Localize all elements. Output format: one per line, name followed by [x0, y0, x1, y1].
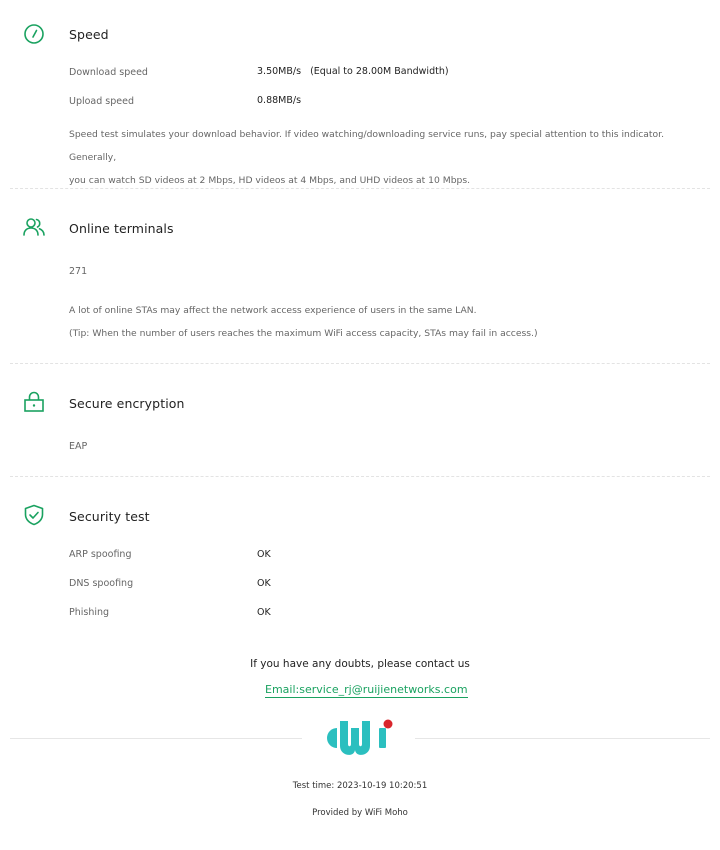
- download-bandwidth-note: (Equal to 28.00M Bandwidth): [310, 66, 449, 77]
- upload-speed-value: 0.88MB/s: [257, 95, 302, 106]
- online-terminals-count: 271: [69, 266, 88, 277]
- download-speed-number: 3.50MB/s: [257, 66, 302, 77]
- provided-by: Provided by WiFi Moho: [312, 808, 408, 818]
- section-divider: [10, 363, 710, 364]
- speedometer-icon: [22, 22, 46, 46]
- speed-title: Speed: [69, 27, 109, 42]
- section-divider: [10, 476, 710, 477]
- online-terminals-title: Online terminals: [69, 221, 174, 236]
- terminals-description-line: A lot of online STAs may affect the network access experience of users in the same LAN.: [69, 305, 477, 316]
- encryption-value: EAP: [69, 441, 88, 452]
- download-speed-label: Download speed: [69, 67, 148, 78]
- speed-description-line: Speed test simulates your download behavior. If video watching/downloading service runs, pay special attention to this indicator. Generally,: [69, 129, 665, 163]
- dns-spoofing-label: DNS spoofing: [69, 578, 134, 589]
- speed-description: [69, 123, 699, 192]
- footer-divider-left: [10, 738, 302, 739]
- arp-spoofing-value: OK: [257, 549, 271, 560]
- contact-email-link[interactable]: Email:service_rj@ruijienetworks.com: [265, 683, 468, 696]
- shield-check-icon: [22, 503, 46, 527]
- lock-icon: [22, 390, 46, 414]
- arp-spoofing-label: ARP spoofing: [69, 549, 132, 560]
- phishing-value: OK: [257, 607, 271, 618]
- contact-question: If you have any doubts, please contact us: [250, 658, 470, 670]
- speed-description-line: you can watch SD videos at 2 Mbps, HD videos at 4 Mbps, and UHD videos at 10 Mbps.: [69, 175, 471, 186]
- section-divider: [10, 188, 710, 189]
- dns-spoofing-value: OK: [257, 578, 271, 589]
- online-terminals-description: [69, 299, 699, 345]
- footer-divider-right: [415, 738, 710, 739]
- secure-encryption-title: Secure encryption: [69, 396, 185, 411]
- users-icon: [22, 215, 46, 239]
- test-time: Test time: 2023-10-19 10:20:51: [292, 781, 428, 791]
- wifi-moho-logo: [326, 716, 396, 762]
- security-test-title: Security test: [69, 509, 150, 524]
- download-speed-value: [257, 66, 449, 77]
- terminals-description-line: (Tip: When the number of users reaches the maximum WiFi access capacity, STAs may fail in access.): [69, 328, 538, 339]
- upload-speed-label: Upload speed: [69, 96, 135, 107]
- phishing-label: Phishing: [69, 607, 110, 618]
